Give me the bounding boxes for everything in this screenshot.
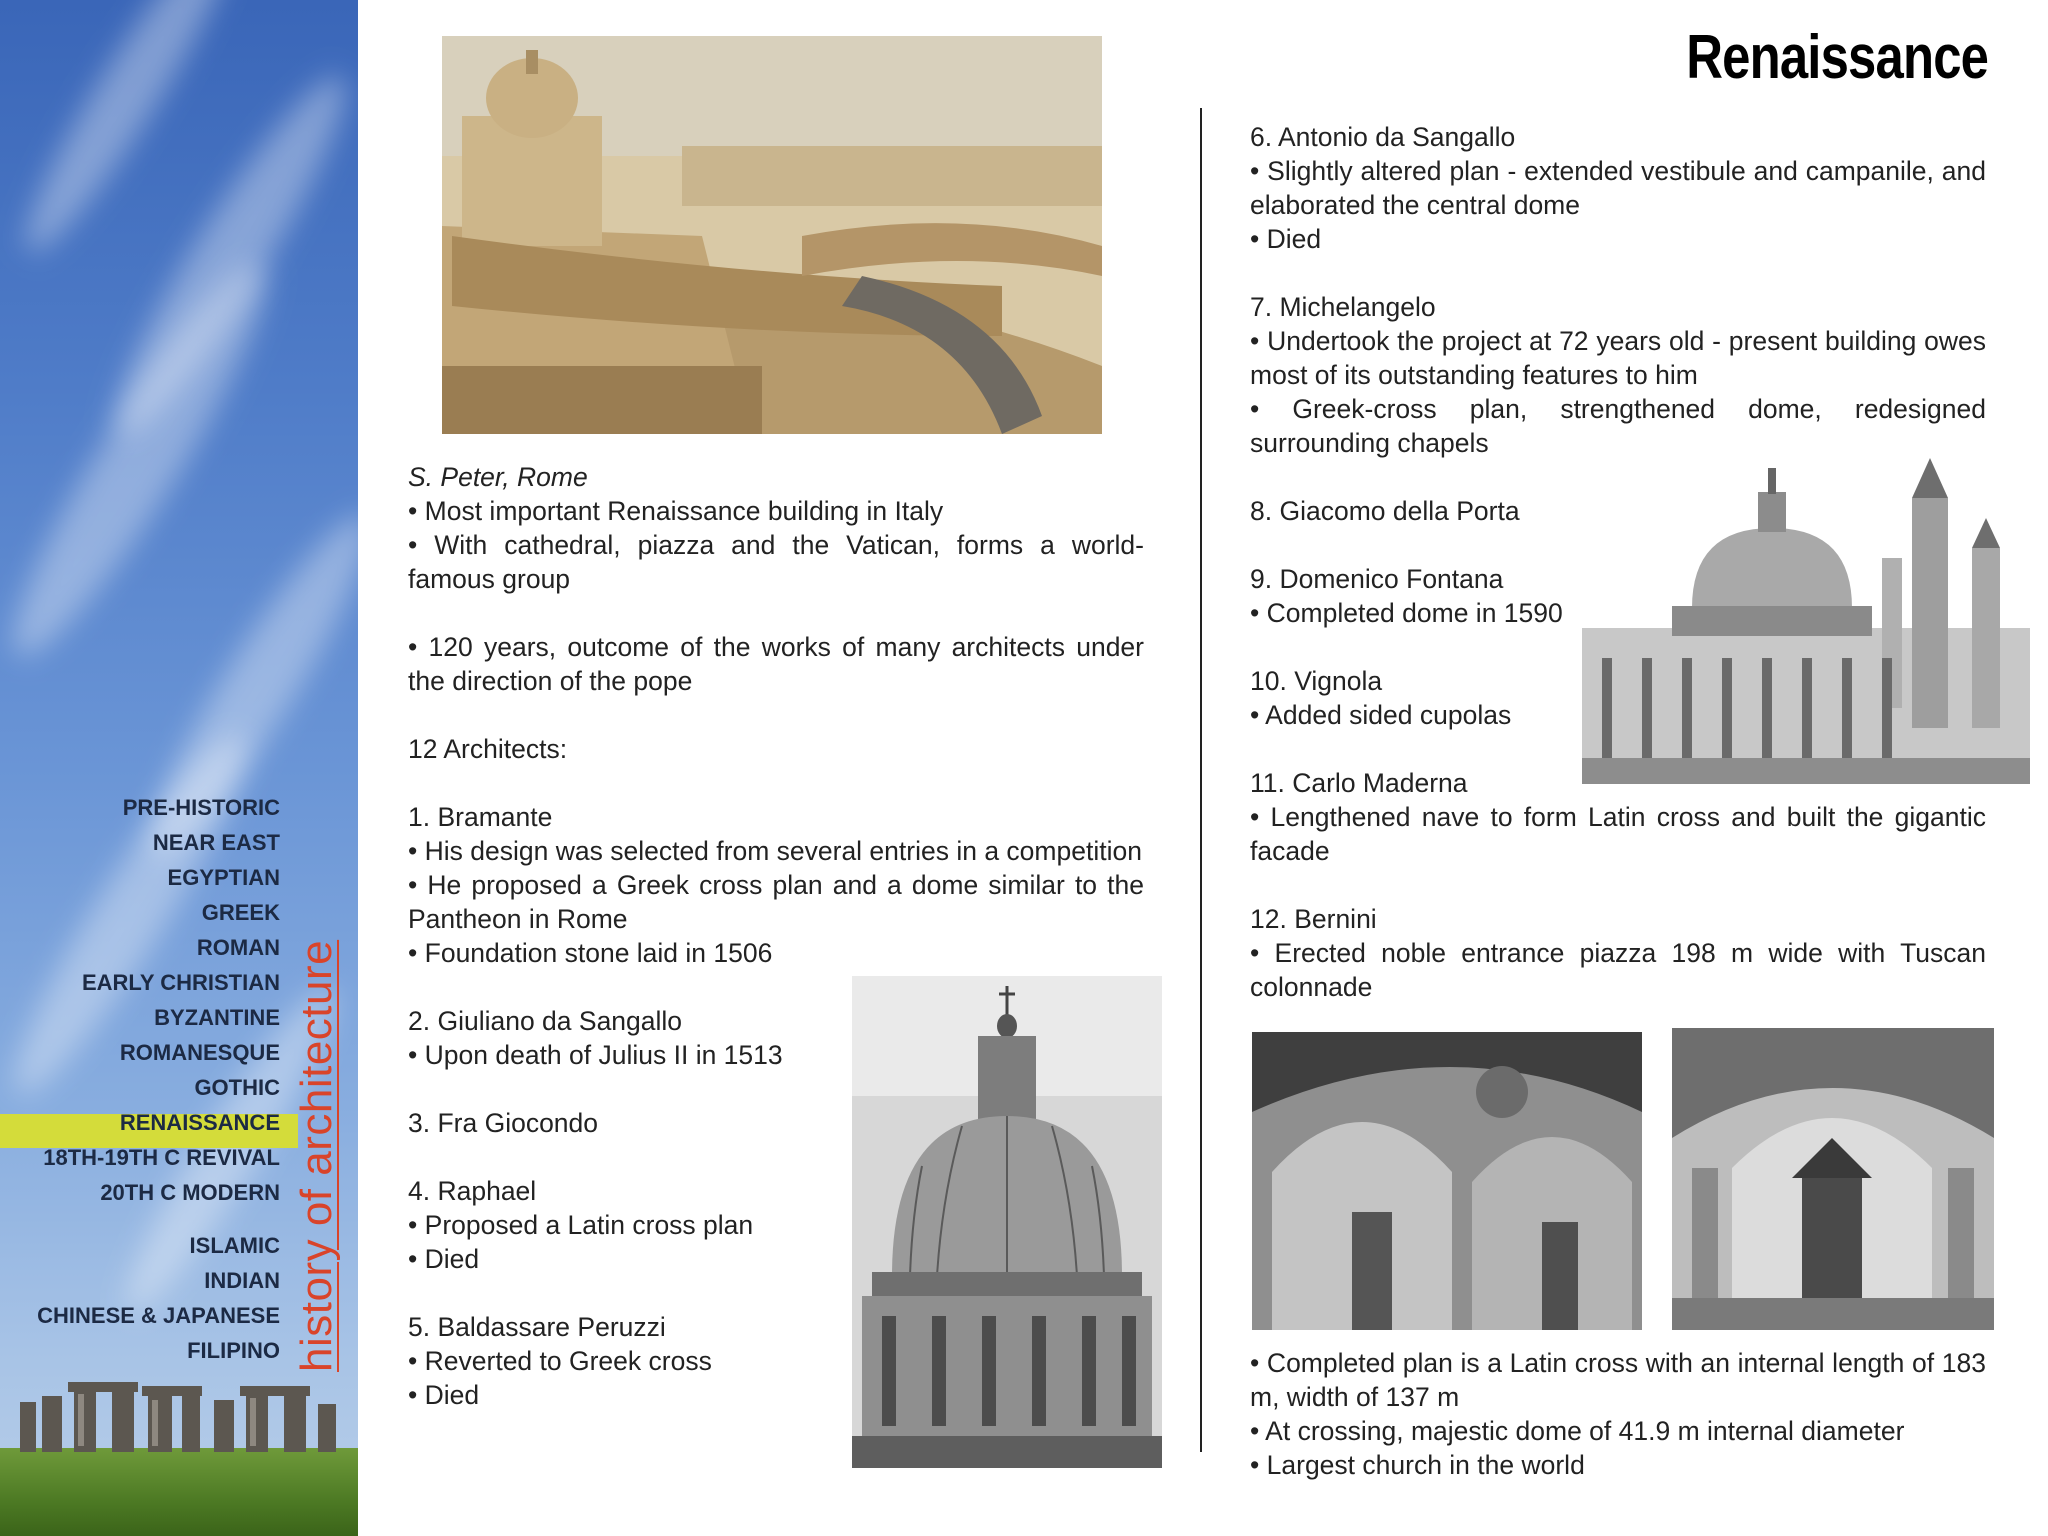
nav-item-chinese-japanese[interactable]: CHINESE & JAPANESE: [37, 1303, 280, 1328]
nav-item-indian[interactable]: INDIAN: [204, 1268, 280, 1293]
text-line: 6. Antonio da Sangallo: [1250, 122, 1516, 152]
text-line: 3. Fra Giocondo: [408, 1108, 599, 1138]
text-line: 12 Architects:: [408, 734, 568, 764]
sky-cloud: [0, 244, 296, 676]
text-line: • Erected noble entrance piazza 198 m wide with Tuscan colonnade: [1250, 938, 1986, 1002]
text-line: • Greek-cross plan, strengthened dome, redesigned surrounding chapels: [1250, 394, 1986, 458]
nav-item-near-east[interactable]: NEAR EAST: [152, 830, 280, 855]
text-line: • 120 years, outcome of the works of many architects under the direction of the pope: [408, 632, 1144, 696]
page-title: Renaissance: [1686, 23, 1988, 92]
text-line: 4. Raphael: [408, 1176, 537, 1206]
text-line: • Most important Renaissance building in Italy: [408, 496, 944, 526]
text-line: • Added sided cupolas: [1250, 700, 1512, 730]
text-line: • Died: [1250, 224, 1322, 254]
nav-item-revival[interactable]: 18TH-19TH C REVIVAL: [43, 1145, 280, 1170]
blank-line: [408, 698, 1144, 732]
blank-line: [1250, 868, 1986, 902]
column-divider: [1200, 108, 1202, 1452]
dome-photo: [852, 976, 1162, 1468]
text-line: • Upon death of Julius II in 1513: [408, 1040, 783, 1070]
text-line: • Largest church in the world: [1250, 1450, 1585, 1480]
nav-item-byzantine[interactable]: BYZANTINE: [154, 1005, 280, 1030]
nav-item-modern[interactable]: 20TH C MODERN: [100, 1180, 280, 1205]
text-line: • Completed dome in 1590: [1250, 598, 1563, 628]
text-line: 8. Giacomo della Porta: [1250, 496, 1520, 526]
nav-item-renaissance[interactable]: RENAISSANCE: [119, 1110, 280, 1135]
text-line: 1. Bramante: [408, 802, 553, 832]
st-peter-aerial-photo: [442, 36, 1102, 434]
church-model-image: [1582, 458, 2030, 784]
nav-item-gothic[interactable]: GOTHIC: [194, 1075, 280, 1100]
nav-spacer: [37, 1210, 280, 1228]
text-line: • Slightly altered plan - extended vestibule and campanile, and elaborated the central dome: [1250, 156, 1986, 220]
grass-ground: [0, 1448, 358, 1536]
summary-text: [1250, 1346, 1986, 1482]
stonehenge-image: [20, 1380, 340, 1454]
text-line: 10. Vignola: [1250, 666, 1383, 696]
vertical-site-title[interactable]: history of architecture: [292, 939, 341, 1372]
interior-photo-2: [1672, 1028, 1994, 1330]
interior-photo-1: [1252, 1032, 1642, 1330]
text-line: 2. Giuliano da Sangallo: [408, 1006, 683, 1036]
sidebar: [0, 0, 358, 1536]
nav-item-pre-historic[interactable]: PRE-HISTORIC: [122, 795, 280, 820]
nav-item-roman[interactable]: ROMAN: [196, 935, 280, 960]
text-line: • Proposed a Latin cross plan: [408, 1210, 754, 1240]
text-line: • His design was selected from several entries in a competition: [408, 836, 1142, 866]
photo-caption: S. Peter, Rome: [408, 462, 588, 492]
blank-line: [408, 766, 1144, 800]
nav-item-romanesque[interactable]: ROMANESQUE: [119, 1040, 280, 1065]
text-line: • He proposed a Greek cross plan and a dome similar to the Pantheon in Rome: [408, 870, 1144, 934]
text-line: 12. Bernini: [1250, 904, 1377, 934]
blank-line: [1250, 256, 1986, 290]
nav-item-egyptian[interactable]: EGYPTIAN: [167, 865, 280, 890]
text-line: • Foundation stone laid in 1506: [408, 938, 773, 968]
text-line: • Undertook the project at 72 years old - present building owes most of its outstanding features to him: [1250, 326, 1986, 390]
nav-menu: [37, 790, 280, 1368]
text-line: • Died: [408, 1244, 480, 1274]
nav-item-early-christian[interactable]: EARLY CHRISTIAN: [81, 970, 280, 995]
text-line: • Lengthened nave to form Latin cross and built the gigantic facade: [1250, 802, 1986, 866]
text-line: 9. Domenico Fontana: [1250, 564, 1504, 594]
nav-item-filipino[interactable]: FILIPINO: [187, 1338, 280, 1363]
text-line: • Reverted to Greek cross: [408, 1346, 712, 1376]
text-line: • Completed plan is a Latin cross with an internal length of 183 m, width of 137 m: [1250, 1348, 1986, 1412]
nav-item-islamic[interactable]: ISLAMIC: [189, 1233, 280, 1258]
text-line: • At crossing, majestic dome of 41.9 m internal diameter: [1250, 1416, 1905, 1446]
text-line: 7. Michelangelo: [1250, 292, 1436, 322]
nav-item-greek[interactable]: GREEK: [201, 900, 280, 925]
text-line: • With cathedral, piazza and the Vatican, forms a world-famous group: [408, 530, 1144, 594]
text-line: 11. Carlo Maderna: [1250, 768, 1468, 798]
text-line: 5. Baldassare Peruzzi: [408, 1312, 666, 1342]
text-line: • Died: [408, 1380, 480, 1410]
blank-line: [408, 596, 1144, 630]
